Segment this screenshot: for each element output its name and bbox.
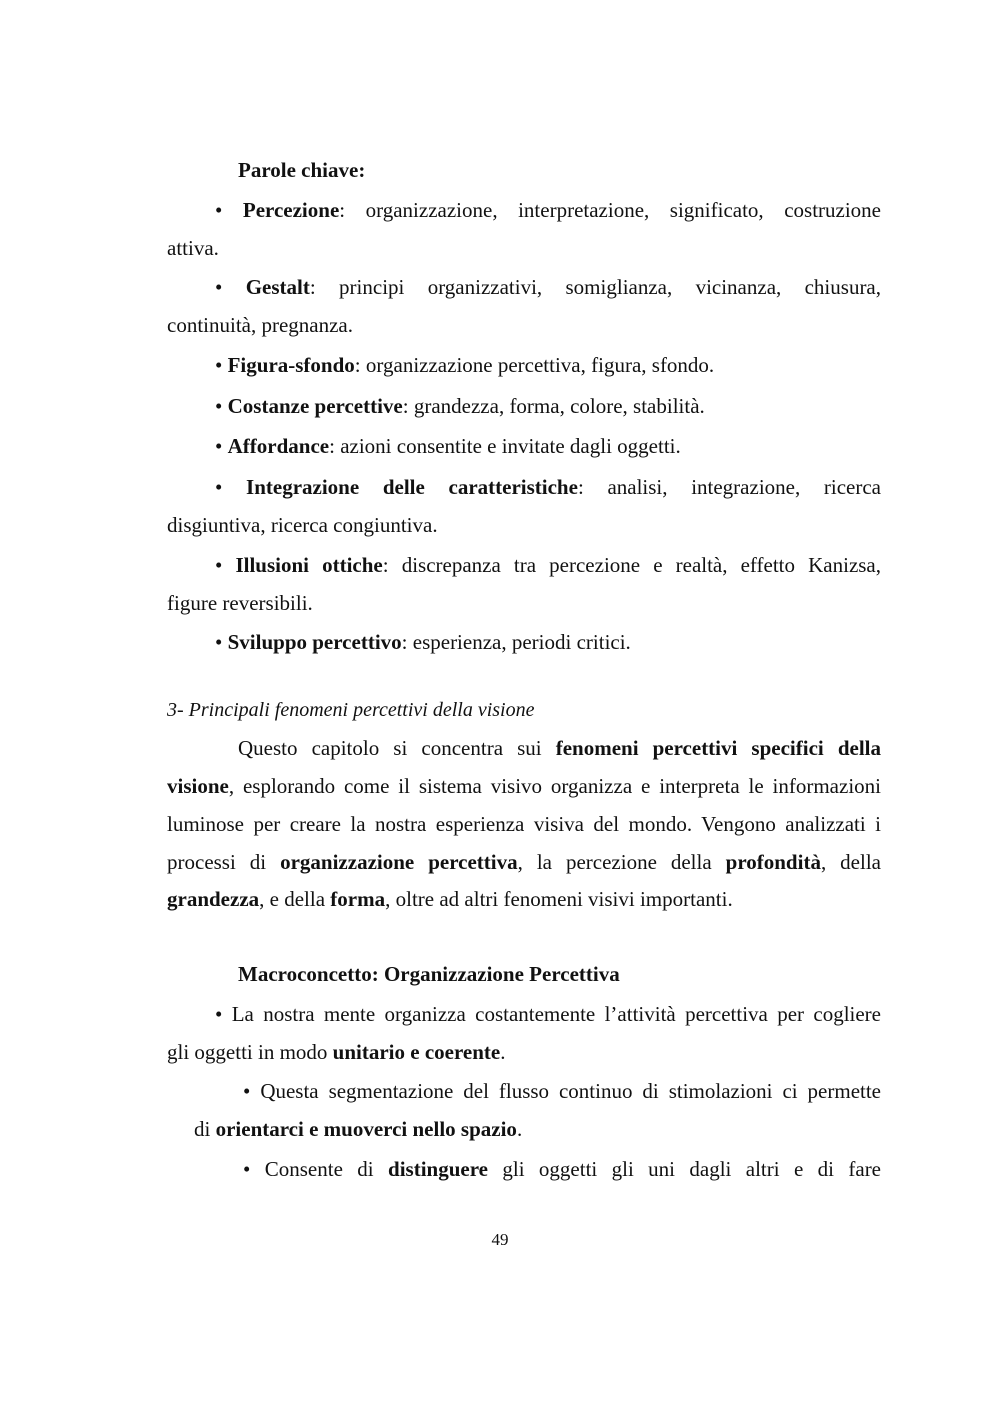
keyword-item-illusioni: • Illusioni ottiche: discrepanza tra percezione e realtà, effetto Kanizsa, xyxy=(215,553,882,577)
bullet: • xyxy=(215,353,223,377)
bullet: • xyxy=(215,275,223,299)
keyword-item-integrazione-cont: disgiuntiva, ricerca congiuntiva. xyxy=(167,513,438,537)
macro-bullet-1: • La nostra mente organizza costantemente l’attività percettiva per cogliere xyxy=(215,1002,881,1026)
keyword-item-costanze: • Costanze percettive: grandezza, forma, colore, stabilità. xyxy=(215,394,705,418)
macro-subbullet-1: • Questa segmentazione del flusso continuo di stimolazioni ci permette xyxy=(243,1079,882,1103)
paragraph-line-4: processi di organizzazione percettiva, la percezione della profondità, della xyxy=(167,850,881,874)
bullet: • xyxy=(215,434,223,458)
bullet: • xyxy=(215,394,223,418)
bullet: • xyxy=(215,630,223,654)
bullet: • xyxy=(215,198,223,222)
section-title: 3- Principali fenomeni percettivi della visione xyxy=(167,699,535,721)
keyword-item-percezione: • Percezione: organizzazione, interpretazione, significato, costruzione xyxy=(215,198,881,222)
bullet: • xyxy=(215,475,223,499)
keyword-item-integrazione: • Integrazione delle caratteristiche: analisi, integrazione, ricerca xyxy=(215,475,881,499)
keywords-heading: Parole chiave: xyxy=(238,158,366,182)
macro-subbullet-1-cont: di orientarci e muoverci nello spazio. xyxy=(194,1117,523,1141)
keyword-item-gestalt: • Gestalt: principi organizzativi, somiglianza, vicinanza, chiusura, xyxy=(215,275,882,299)
keyword-item-gestalt-cont: continuità, pregnanza. xyxy=(167,313,354,337)
bullet: • xyxy=(215,1002,223,1026)
macro-heading: Macroconcetto: Organizzazione Percettiva xyxy=(238,962,620,986)
page-number: 49 xyxy=(491,1230,509,1249)
macro-bullet-1-cont: gli oggetti in modo unitario e coerente. xyxy=(167,1040,506,1064)
keyword-item-illusioni-cont: figure reversibili. xyxy=(167,591,313,615)
paragraph-line-3: luminose per creare la nostra esperienza visiva del mondo. Vengono analizzati i xyxy=(167,812,881,836)
bullet: • xyxy=(243,1157,251,1181)
keyword-item-affordance: • Affordance: azioni consentite e invitate dagli oggetti. xyxy=(215,434,681,458)
bullet: • xyxy=(243,1079,251,1103)
paragraph-line-2: visione, esplorando come il sistema visivo organizza e interpreta le informazioni xyxy=(167,774,881,798)
macro-subbullet-2: • Consente di distinguere gli oggetti gli uni dagli altri e di fare xyxy=(243,1157,882,1181)
keyword-item-figura-sfondo: • Figura-sfondo: organizzazione percettiva, figura, sfondo. xyxy=(215,353,715,377)
bullet: • xyxy=(215,553,223,577)
paragraph-line-1: Questo capitolo si concentra sui fenomeni percettivi specifici della xyxy=(238,736,881,760)
keyword-item-percezione-cont: attiva. xyxy=(167,236,219,260)
keyword-item-sviluppo: • Sviluppo percettivo: esperienza, periodi critici. xyxy=(215,630,631,654)
paragraph-line-5: grandezza, e della forma, oltre ad altri fenomeni visivi importanti. xyxy=(167,887,733,911)
